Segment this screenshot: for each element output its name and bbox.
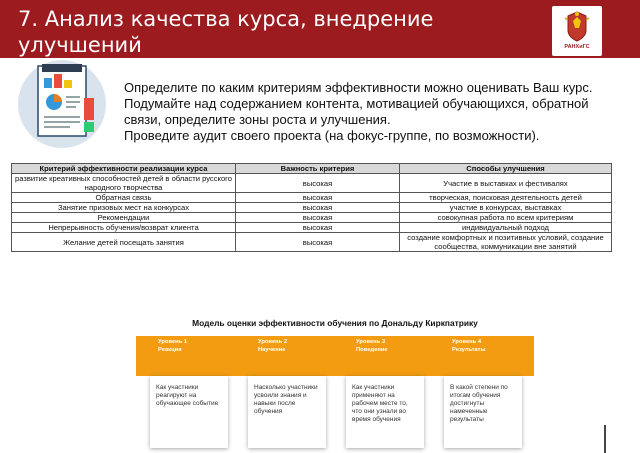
level-1-card: Как участники реагируют на обучающее событие [150, 376, 228, 448]
level-4-card: В какой степени по итогам обучения достигнуты намеченные результаты [444, 376, 522, 448]
table-row [12, 233, 612, 252]
slide-divider [604, 425, 606, 453]
logo-text: РАНХиГС [564, 44, 590, 50]
table-cell-criterion: Занятие призовых мест на конкурсах [12, 203, 236, 213]
table-cell-improvement: индивидуальный подход [400, 223, 612, 233]
table-cell-importance: высокая [236, 213, 400, 223]
table-cell-criterion: Обратная связь [12, 193, 236, 203]
level-name: Результаты [452, 347, 486, 353]
slide-title-line1: 7. Анализ качества курса, внедрение [18, 7, 434, 31]
level-number: Уровень 4 [452, 339, 482, 345]
table-cell-criterion: Желание детей посещать занятия [12, 233, 236, 252]
level-2-card: Насколько участники усвоили знания и навыки после обучения [248, 376, 326, 448]
table-cell-importance: высокая [236, 203, 400, 213]
table-cell-improvement: участие в конкурсах, выставках [400, 203, 612, 213]
level-number: Уровень 3 [356, 339, 386, 345]
table-cell-criterion: Рекомендации [12, 213, 236, 223]
report-document-icon [16, 58, 108, 150]
instructions-paragraph-1: Определите по каким критериям эффективности можно оценивать Ваш курс. Подумайте над содержанием контента, мотивацией обучающихся, обратной связи, определите зоны роста и улучшения. [124, 80, 593, 127]
column-header-improvements: Способы улучшения [400, 164, 612, 174]
level-name: Поведение [356, 347, 388, 353]
table-cell-criterion: развитие креативных способностей детей в области русского народного творчества [12, 174, 236, 193]
level-name: Реакция [158, 347, 182, 353]
title-bar [0, 0, 640, 58]
level-number: Уровень 2 [258, 339, 288, 345]
table-row [12, 223, 612, 233]
table-cell-importance: высокая [236, 193, 400, 203]
table-cell-improvement: совокупная работа по всем критериям [400, 213, 612, 223]
kirkpatrick-title: Модель оценки эффективности обучения по Дональду Киркпатрику [192, 318, 478, 328]
level-name: Научение [258, 347, 286, 353]
table-row [12, 174, 612, 193]
table-cell-importance: высокая [236, 174, 400, 193]
column-header-importance: Важность критерия [236, 164, 400, 174]
slide-title [18, 6, 538, 58]
level-1-heading [158, 338, 238, 354]
table-row [12, 203, 612, 213]
table-cell-improvement: Участие в выставках и фестивалях [400, 174, 612, 193]
level-3-heading [356, 338, 436, 354]
level-4-heading [452, 338, 532, 354]
table-cell-importance: высокая [236, 233, 400, 252]
level-2-heading [258, 338, 338, 354]
table-row [12, 193, 612, 203]
university-logo [552, 6, 602, 56]
criteria-table [11, 163, 612, 252]
column-header-criterion: Критерий эффективности реализации курса [12, 164, 236, 174]
table-cell-importance: высокая [236, 223, 400, 233]
kirkpatrick-model [130, 318, 540, 453]
table-row [12, 213, 612, 223]
slide-title-line2: улучшений [18, 33, 142, 57]
level-number: Уровень 1 [158, 339, 188, 345]
table-cell-criterion: Непрерывность обучения/возврат клиента [12, 223, 236, 233]
table-cell-improvement: творческая, поисковая деятельность детей [400, 193, 612, 203]
table-header-row [12, 164, 612, 174]
instructions-text [124, 80, 604, 144]
level-3-card: Как участники применяют на рабочем месте то, что они узнали во время обучения [346, 376, 424, 448]
table-cell-improvement: создание комфортных и позитивных условий, создание сообщества, коммуникации вне занятий [400, 233, 612, 252]
instructions-paragraph-2: Проведите аудит своего проекта (на фокус-группе, по возможности). [124, 128, 540, 143]
